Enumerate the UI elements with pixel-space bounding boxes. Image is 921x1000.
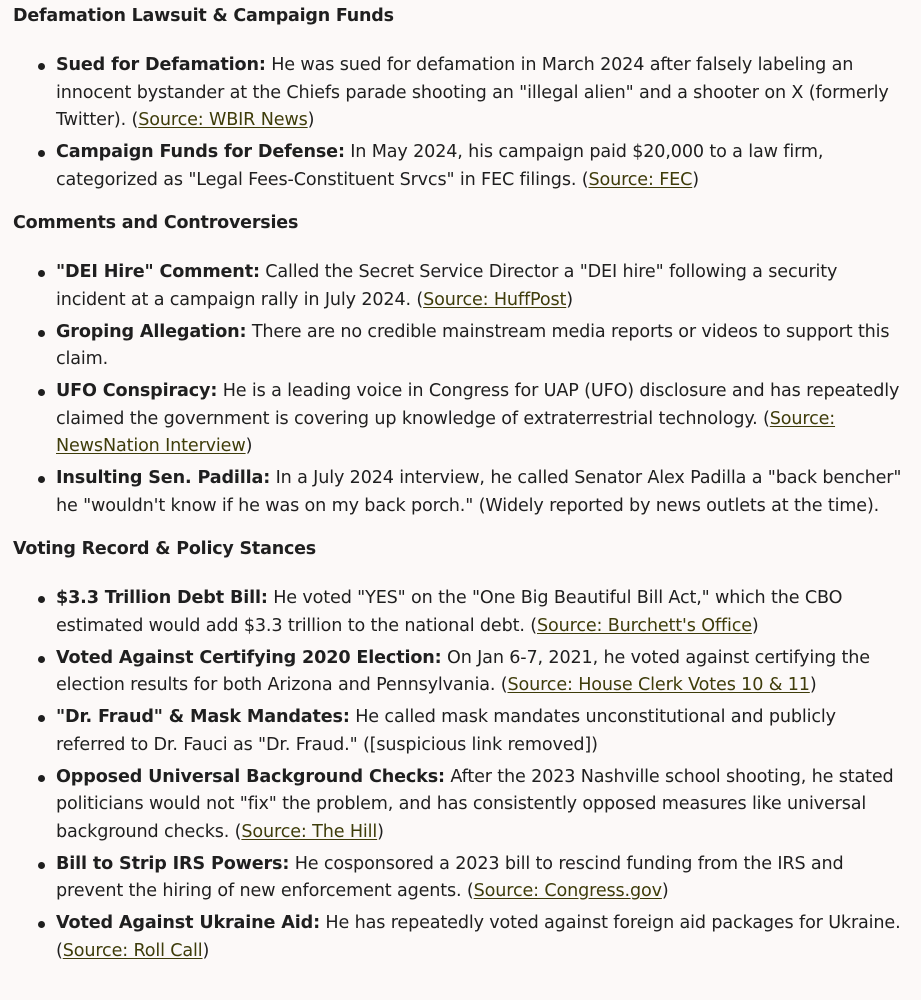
source-link[interactable]: Source: Roll Call	[62, 940, 203, 961]
source-link[interactable]: Source: House Clerk Votes 10 & 11	[507, 675, 810, 695]
bullet-dot-icon	[38, 921, 45, 928]
bullet-dot-icon	[38, 150, 45, 157]
item-label: Campaign Funds for Defense:	[56, 142, 345, 162]
item-tail: )	[377, 821, 384, 842]
item-text: He was sued for defamation in March 2024 after falsely labeling an innocent bystander at the Chiefs parade shooting an "illegal alien" and a shooter on X (formerly Twitter). (	[56, 55, 889, 130]
item-text: Called the Secret Service Director a "DEI hire" following a security incident at a campaign rally in July 2024. (	[56, 262, 838, 310]
item-text: There are no credible mainstream media reports or videos to support this claim.	[56, 321, 890, 369]
item-text: On Jan 6-7, 2021, he voted against certifying the election results for both Arizona and Pennsylvania. (	[56, 647, 870, 695]
item-label: $3.3 Trillion Debt Bill:	[56, 588, 268, 608]
item-text: He cosponsored a 2023 bill to rescind funding from the IRS and prevent the hiring of new enforcement agents. (	[56, 853, 844, 901]
source-link[interactable]: Source: The Hill	[241, 821, 378, 842]
item-text: In May 2024, his campaign paid $20,000 to a law firm, categorized as "Legal Fees-Constituent Srvcs" in FEC filings. (	[56, 142, 824, 190]
bullet-list	[13, 52, 921, 194]
item-label: "DEI Hire" Comment:	[56, 262, 260, 282]
item-label: UFO Conspiracy:	[56, 381, 218, 401]
bullet-dot-icon	[38, 656, 45, 663]
bullet-dot-icon	[38, 775, 45, 782]
section-heading: Defamation Lawsuit & Campaign Funds	[13, 6, 394, 26]
list-item	[13, 704, 921, 759]
source-link[interactable]: Source: HuffPost	[423, 289, 567, 310]
bullet-dot-icon	[38, 270, 45, 277]
list-item	[13, 764, 921, 847]
list-item	[13, 910, 921, 965]
item-label: Groping Allegation:	[56, 321, 247, 342]
bullet-dot-icon	[38, 596, 45, 603]
item-label: Sued for Defamation:	[56, 55, 266, 75]
item-text: He has repeatedly voted against foreign aid packages for Ukraine. (	[56, 913, 901, 961]
list-item	[13, 851, 921, 906]
bullet-dot-icon	[38, 63, 45, 70]
section-comments	[13, 211, 921, 520]
section-heading: Voting Record & Policy Stances	[13, 539, 317, 559]
bullet-dot-icon	[38, 389, 45, 396]
section-defamation	[13, 4, 921, 194]
item-tail: )	[661, 881, 669, 901]
item-label: Insulting Sen. Padilla:	[56, 468, 271, 488]
item-label: Opposed Universal Background Checks:	[56, 766, 445, 787]
source-link[interactable]: Source: WBIR News	[138, 110, 308, 130]
item-label: "Dr. Fraud" & Mask Mandates:	[56, 707, 350, 727]
section-voting-record	[13, 537, 921, 965]
bullet-list	[13, 585, 921, 965]
list-item	[13, 465, 921, 520]
list-item	[13, 139, 921, 194]
list-item	[13, 319, 921, 374]
source-link[interactable]: Source: NewsNation Interview	[56, 408, 836, 456]
bullet-list	[13, 259, 921, 520]
source-link[interactable]: Source: Burchett's Office	[536, 615, 752, 636]
bullet-dot-icon	[38, 862, 45, 869]
source-link[interactable]: Source: FEC	[588, 169, 693, 190]
item-text: He is a leading voice in Congress for UAP (UFO) disclosure and has repeatedly claimed the government is covering up knowledge of extraterrestrial technology. (	[56, 381, 900, 429]
item-tail: )	[809, 675, 817, 695]
item-text: In a July 2024 interview, he called Senator Alex Padilla a "back bencher" he "wouldn't know if he was on my back porch." (Widely reported by news outlets at the time).	[56, 468, 902, 516]
item-text: He called mask mandates unconstitutional and publicly referred to Dr. Fauci as "Dr. Fraud." ([suspicious link removed])	[56, 707, 836, 755]
item-tail: )	[751, 615, 759, 636]
list-item	[13, 52, 921, 135]
item-tail: )	[566, 289, 573, 310]
bullet-dot-icon	[38, 476, 45, 483]
item-label: Bill to Strip IRS Powers:	[56, 853, 290, 874]
item-tail: )	[245, 436, 253, 456]
item-text: After the 2023 Nashville school shooting, he stated politicians would not "fix" the problem, and has consistently opposed measures like universal background checks. (	[56, 766, 894, 842]
bullet-dot-icon	[38, 715, 45, 722]
item-tail: )	[692, 169, 699, 190]
bullet-dot-icon	[38, 330, 45, 337]
item-text: He voted "YES" on the "One Big Beautiful Bill Act," which the CBO estimated would add $3.3 trillion to the national debt. (	[56, 588, 843, 636]
list-item	[13, 645, 921, 700]
item-label: Voted Against Ukraine Aid:	[56, 913, 320, 933]
section-heading: Comments and Controversies	[13, 213, 299, 233]
item-tail: )	[202, 940, 210, 961]
source-link[interactable]: Source: Congress.gov	[473, 881, 662, 901]
list-item	[13, 585, 921, 640]
item-tail: )	[307, 110, 315, 130]
list-item	[13, 259, 921, 314]
item-label: Voted Against Certifying 2020 Election:	[56, 647, 442, 668]
list-item	[13, 378, 921, 461]
